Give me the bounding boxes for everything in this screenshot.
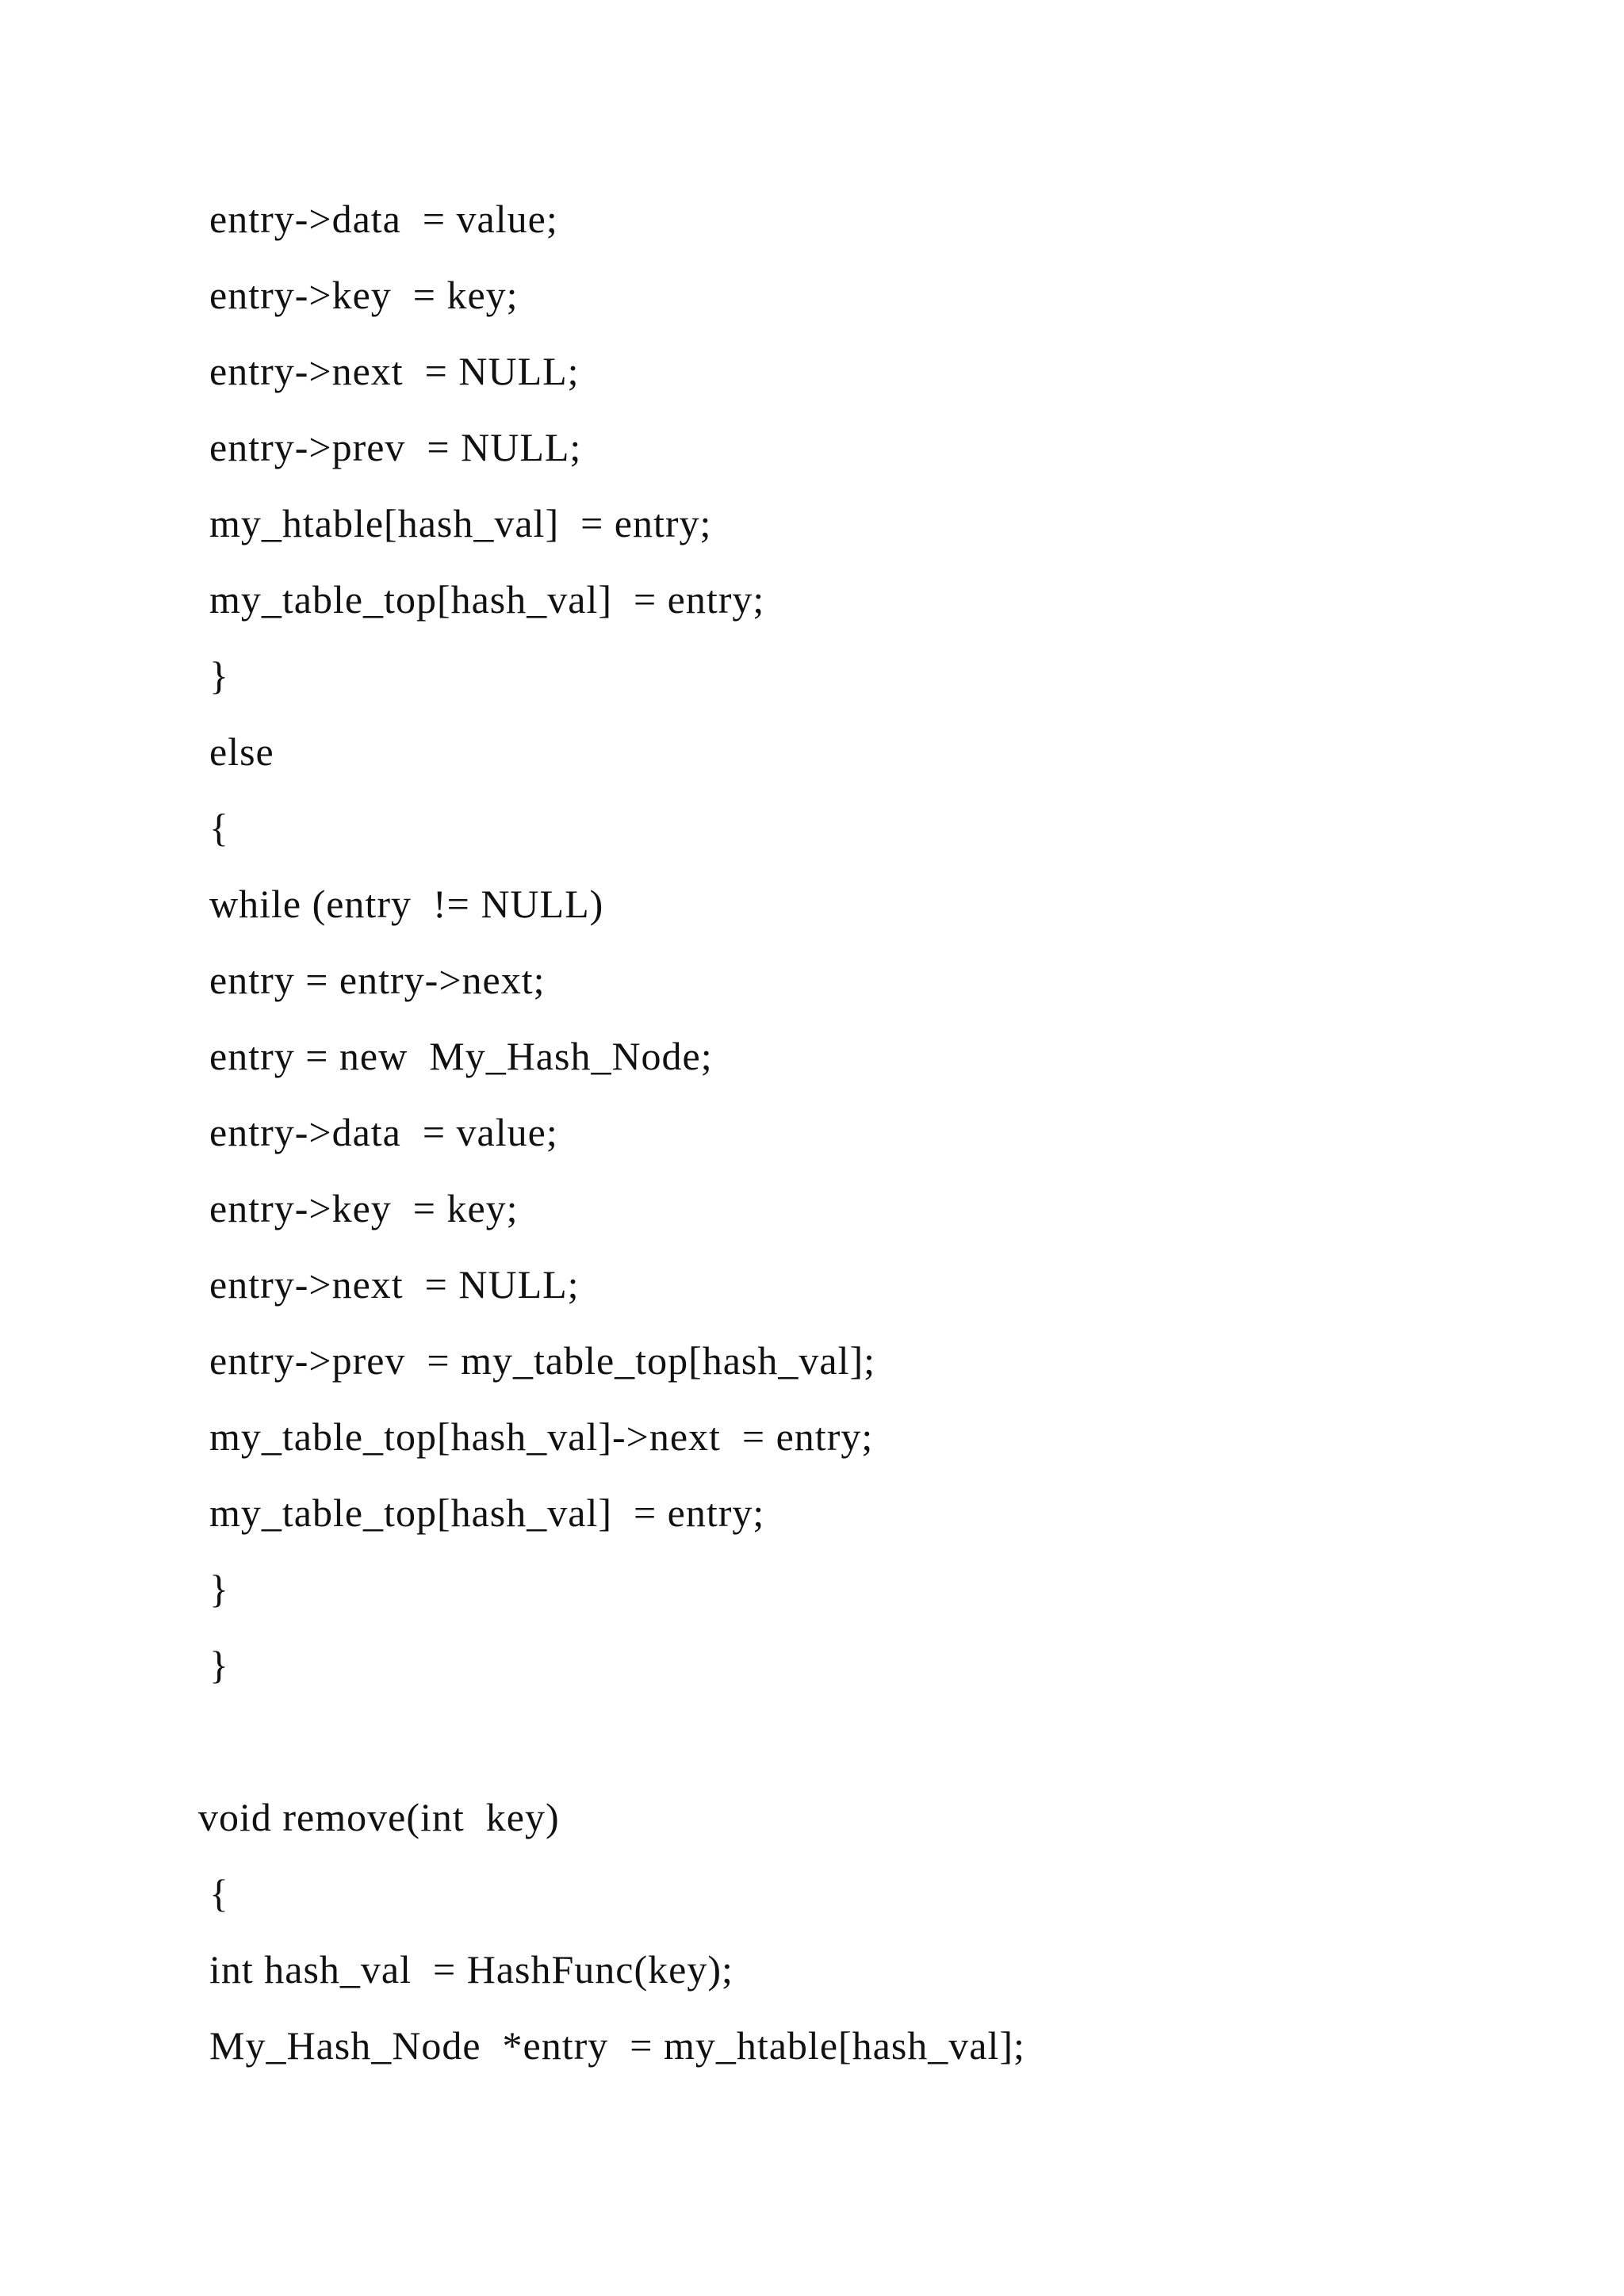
code-line: void remove(int key) (198, 1795, 560, 1839)
code-line: entry = new My_Hash_Node; (209, 1034, 713, 1078)
code-line: entry->data = value; (209, 1110, 558, 1154)
code-line: entry->data = value; (209, 197, 558, 241)
code-line: entry->key = key; (209, 1186, 519, 1230)
code-line: } (209, 653, 229, 698)
code-line: my_table_top[hash_val]->next = entry; (209, 1414, 874, 1459)
code-line: entry->next = NULL; (209, 349, 580, 393)
code-line: entry->prev = my_table_top[hash_val]; (209, 1338, 876, 1383)
code-line: entry = entry->next; (209, 958, 546, 1002)
code-line: My_Hash_Node *entry = my_htable[hash_val]; (209, 2023, 1025, 2068)
code-line: int hash_val = HashFunc(key); (209, 1947, 733, 1992)
code-line: } (209, 1567, 229, 1611)
code-line: { (209, 1871, 229, 1915)
code-line: while (entry != NULL) (209, 882, 604, 926)
code-line: my_table_top[hash_val] = entry; (209, 577, 765, 622)
code-line: entry->next = NULL; (209, 1262, 580, 1307)
code-line: } (209, 1643, 229, 1687)
code-line: my_table_top[hash_val] = entry; (209, 1490, 765, 1535)
code-line: entry->key = key; (209, 273, 519, 317)
code-line: { (209, 806, 229, 850)
code-line: else (209, 729, 274, 774)
code-line: entry->prev = NULL; (209, 425, 582, 469)
code-line: my_htable[hash_val] = entry; (209, 501, 712, 545)
